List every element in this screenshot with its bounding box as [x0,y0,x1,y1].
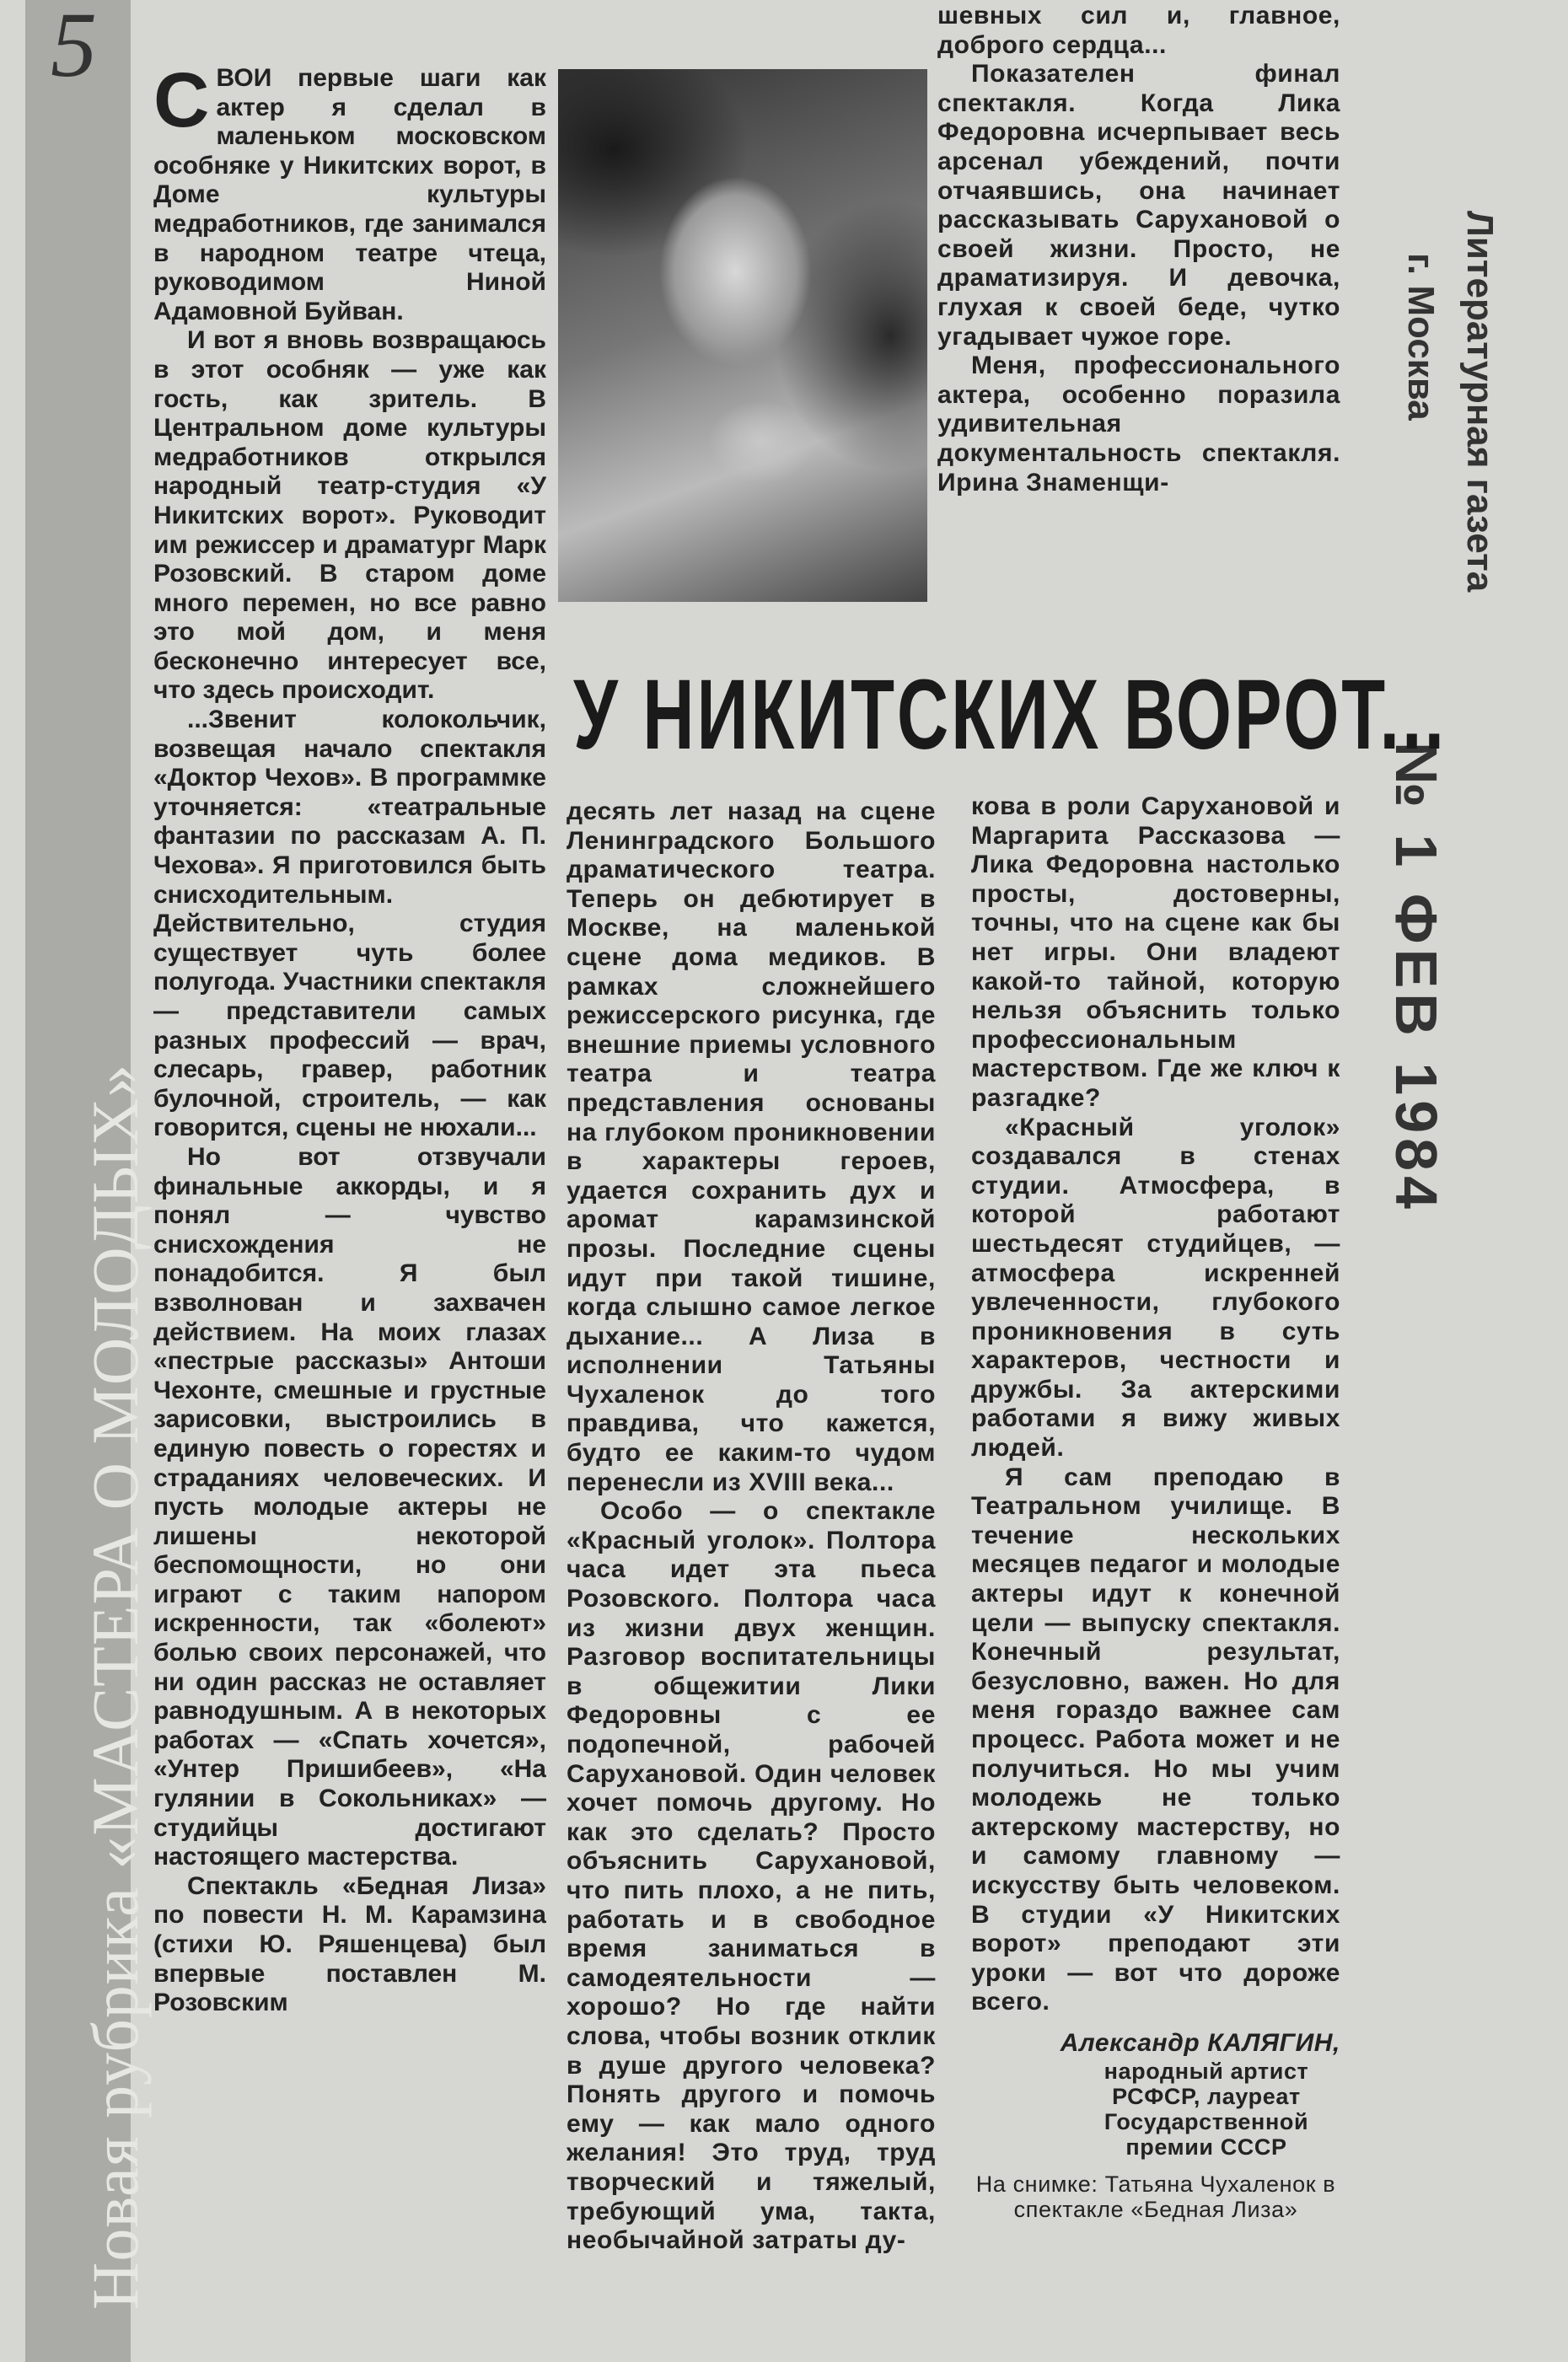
paragraph: кова в роли Сарухановой и Маргарита Рассказова — Лика Федоровна настолько просты, достоверны, точны, что на сцене как бы нет игры. Они владеют какой-то тайной, которую нельзя объяснить только профессиональным мастерством. Где же ключ к разгадке? [971,792,1340,1112]
paragraph: десять лет назад на сцене Ленинградского Большого драматического театра. Теперь он дебютирует в Москве, на маленькой сцене дома медиков. В рамках сложнейшего режиссерского рисунка, где внешние приемы условного театра и театра представления основаны на глубоком проникновении в характеры героев, удается сохранить дух и аромат карамзинской прозы. Последние сцены идут при такой тишине, когда слышно самое легкое дыхание... А Лиза в исполнении Татьяны Чухаленок до того правдива, что кажется, будто ее каким-то чудом перенесли из XVIII века... [567,797,936,1496]
author-title: народный артист РСФСР, лауреат Государственной премии СССР [1104,2058,1309,2160]
paragraph: «Красный уголок» создавался в стенах студии. Атмосфера, в которой работают шестьдесят студийцев, — атмосфера искренней увлеченности, глубокого проникновения в суть характеров, честности и дружбы. За актерскими работами я вижу живых людей. [971,1113,1340,1463]
stamp-city: г. Москва [1400,253,1442,421]
article-photo [558,69,927,602]
paragraph: Особо — о спектакле «Красный уголок». Полтора часа идет эта пьеса Розовского. Полтора часа из жизни двух женщин. Разговор воспитательницы в общежитии Лики Федоровны с ее подопечной, рабочей Сарухановой. Один человек хочет помочь другому. Но как это сделать? Просто объяснить Сарухановой, что пить плохо, а не пить, работать и в свободное время заниматься в самодеятельности — хорошо? Но где найти слова, чтобы возник отклик в душе другого человека? Понять другого и помочь ему — как мало одного желания! Это труд, труд творческий и тяжелый, требующий ума, такта, необычайной затраты ду- [567,1497,936,2255]
handwritten-page-number: 5 [51,0,97,96]
article-headline: У НИКИТСКИХ ВОРОТ... [573,659,1447,770]
stamp-newspaper: Литературная газета [1459,211,1501,593]
paragraph: Я сам преподаю в Театральном училище. В течение нескольких месяцев педагог и молодые актеры идут к конечной цели — выпуску спектакля. Конечный результат, безусловно, важен. Но для меня гораздо важнее сам процесс. Работа может и не получиться. Но мы учим молодежь не только актерскому мастерству, но и самому главному — искусству быть человеком. В студии «У Никитских ворот» преподают эти уроки — вот что дороже всего. [971,1463,1340,2016]
article-column-1 [153,64,546,2340]
paragraph: ...Звенит колокольчик, возвещая начало спектакля «Доктор Чехов». В программке уточняется: «театральные фантазии по рассказам А. П. Чехова». Я приготовился быть снисходительным. Действительно, студия существует чуть более полугода. Участники спектакля — представители самых разных профессий — врач, слесарь, гравер, работник булочной, строитель, — как говорится, сцены не нюхали... [153,706,546,1142]
article-column-3-top [937,2,1340,609]
stamp-date: № 1 ФЕВ 1984 [1383,742,1449,1215]
paragraph: Меня, профессионального актера, особенно поразила удивительная документальность спектакля. Ирина Знаменщи- [937,352,1340,497]
paragraph: Спектакль «Бедная Лиза» по повести Н. М. Карамзина (стихи Ю. Ряшенцева) был впервые поставлен М. Розовским [153,1871,546,2017]
lead-paragraph [153,64,546,326]
paragraph: И вот я вновь возвращаюсь в этот особняк — уже как гость, как зритель. В Центральном доме культуры медработников открылся народный театр-студия «У Никитских ворот». Руководит им режиссер и драматург Марк Розовский. В старом доме много перемен, но все равно это мой дом, и меня бесконечно интересует все, что здесь происходит. [153,326,546,705]
author-name: Александр КАЛЯГИН, [1060,2028,1340,2057]
rubric-label: Новая рубрика «МАСТЕРА О МОЛОДЫХ» [78,1063,152,2310]
paragraph: Показателен финал спектакля. Когда Лика Федоровна исчерпывает весь арсенал убеждений, почти отчаявшись, она начинает рассказывать Сарухановой о своей жизни. Просто, не драматизируя. И девочка, глухая к своей беде, чутко угадывает чужое горе. [937,60,1340,351]
paragraph-text: ВОИ первые шаги как актер я сделал в маленьком московском особняке у Никитских ворот, в Доме культуры медработников, где занимался в народном театре чтеца, руководимом Ниной Адамовной Буйван. [153,64,546,325]
paragraph: шевных сил и, главное, доброго сердца... [937,2,1340,59]
article-column-3-bottom [971,792,1340,2360]
drop-cap: С [153,64,210,143]
article-column-2 [567,797,936,2332]
photo-caption: На снимке: Татьяна Чухаленок в спектакле «Бедная Лиза» [975,2171,1336,2222]
paragraph: Но вот отзвучали финальные аккорды, и я понял — чувство снисхождения не понадобится. Я был взволнован и захвачен действием. На моих глазах «пестрые рассказы» Антоши Чехонте, смешные и грустные зарисовки, выстроились в единую повесть о горестях и страданиях человеческих. И пусть молодые актеры не лишены некоторой беспомощности, но они играют с таким напором искренности, так «болеют» болью своих персонажей, что ни один рассказ не оставляет равнодушным. А в некоторых работах — «Спать хочется», «Унтер Пришибеев», «На гулянии в Сокольниках» — студийцы достигают настоящего мастерства. [153,1142,546,1871]
